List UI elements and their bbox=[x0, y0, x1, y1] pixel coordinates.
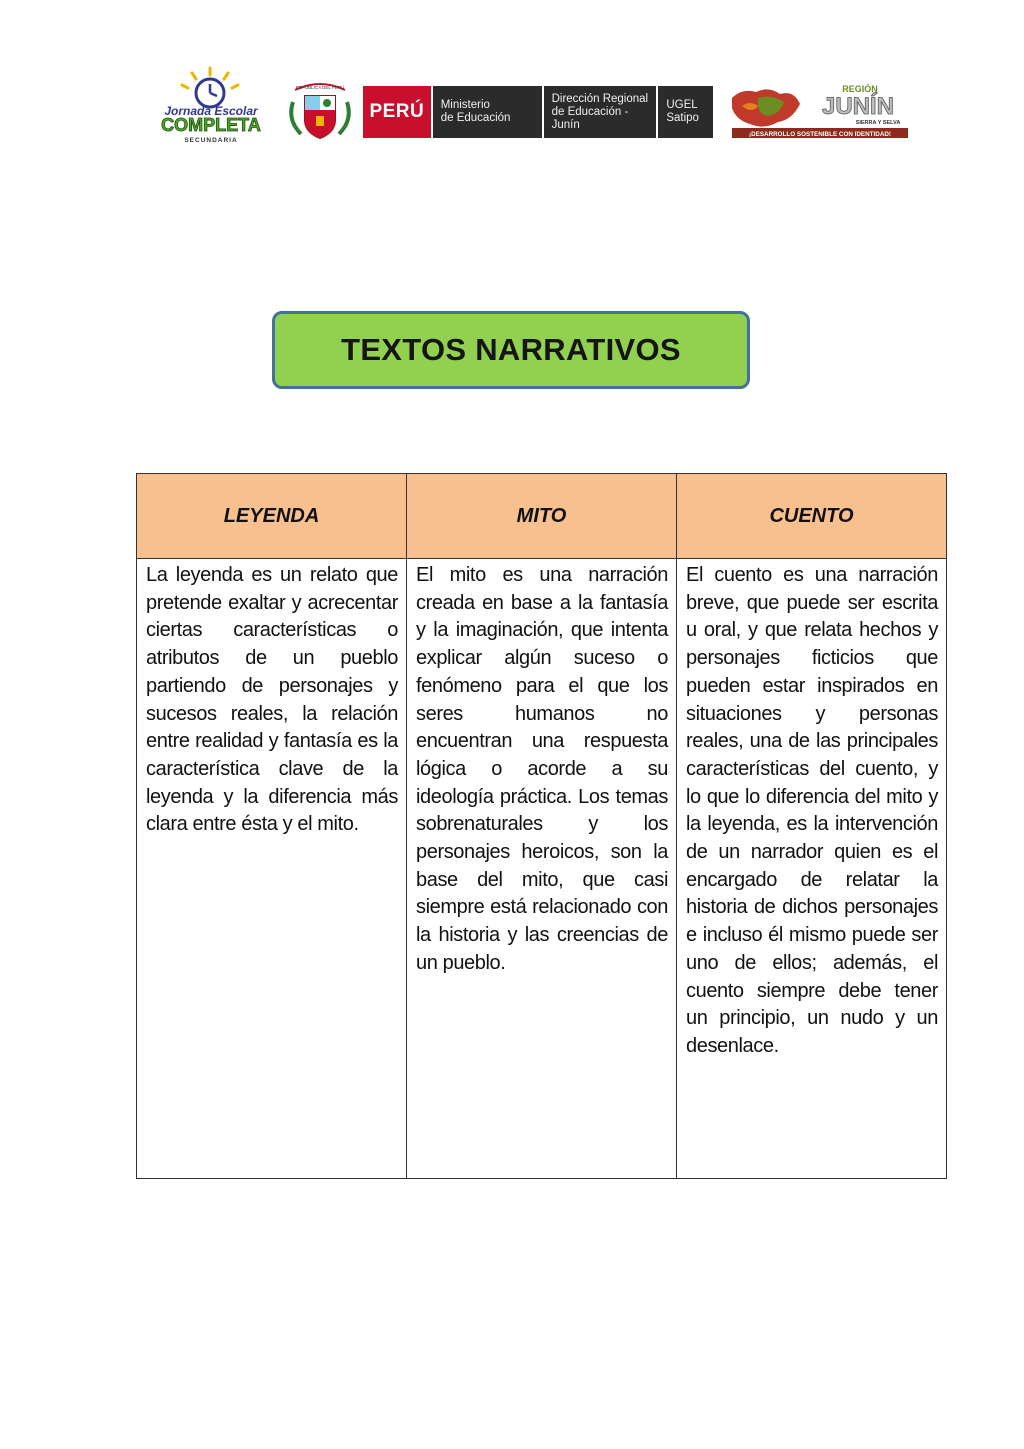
title-banner bbox=[272, 311, 750, 389]
gov-ugel bbox=[656, 86, 713, 138]
junin-logo-motto: ¡DESARROLLO SOSTENIBLE CON IDENTIDAD! bbox=[748, 131, 892, 138]
junin-logo-region: REGIÓN bbox=[842, 84, 878, 94]
cell-cuento-definition: El cuento es una narración breve, que puede ser escrita u oral, y que relata hechos y personajes ficticios que pueden estar inspirados en situaciones y personas reales, una de las principales características del cuento, y lo que lo diferencia del mito y la leyenda, es la intervención de un narrador quien es el encargado de relatar la historia de dichos personajes e incluso él mismo puede ser uno de ellos; además, el cuento siempre debe tener un principio, un nudo y un desenlace. bbox=[677, 559, 947, 1179]
national-shield-icon bbox=[285, 80, 355, 142]
page-title: TEXTOS NARRATIVOS bbox=[341, 332, 681, 367]
gov-ministerio bbox=[431, 86, 542, 138]
gov-dre bbox=[542, 86, 657, 138]
jec-logo-line1: Jornada Escolar bbox=[164, 104, 258, 118]
header-cuento: CUENTO bbox=[677, 474, 947, 559]
narrative-texts-table bbox=[136, 473, 947, 1179]
gov-ministerio-line2: de Educación bbox=[440, 112, 511, 124]
cell-leyenda-definition: La leyenda es un relato que pretende exaltar y acrecentar ciertas características o atributos de un pueblo partiendo de personajes y sucesos reales, la relación entre realidad y fantasía es la característica clave de la leyenda y la diferencia más clara entre ésta y el mito. bbox=[137, 559, 407, 1179]
gov-dre-line1: Dirección Regional bbox=[551, 92, 649, 105]
header-logos bbox=[150, 66, 910, 146]
cell-mito-definition: El mito es una narración creada en base a la fantasía y la imaginación, que intenta explicar algún suceso o fenómeno para el que los seres humanos no encuentran una respuesta lógica o acorde a su ideología práctica. Los temas sobrenaturales y los personajes heroicos, son la base del mito, que casi siempre está relacionado con la historia y las creencias de un pueblo. bbox=[407, 559, 677, 1179]
gov-ministerio-line1: Ministerio bbox=[440, 99, 490, 111]
gov-ugel-line1: UGEL bbox=[666, 99, 698, 111]
table-header-row bbox=[137, 474, 947, 559]
header-mito: MITO bbox=[407, 474, 677, 559]
gov-peru-label: PERÚ bbox=[363, 86, 431, 138]
header-leyenda: LEYENDA bbox=[137, 474, 407, 559]
government-bar bbox=[363, 86, 713, 138]
region-junin-logo bbox=[728, 80, 910, 142]
junin-logo-sub: SIERRA Y SELVA bbox=[855, 120, 901, 126]
gov-dre-line2: de Educación - Junín bbox=[551, 105, 629, 131]
junin-logo-name: JUNÍN bbox=[821, 93, 895, 120]
jec-logo-line2: COMPLETA bbox=[161, 115, 261, 135]
jornada-escolar-completa-logo bbox=[150, 66, 272, 146]
jec-logo-line3: SECUNDARIA bbox=[184, 137, 238, 144]
table-row bbox=[137, 559, 947, 1179]
gov-ugel-line2: Satipo bbox=[666, 112, 699, 124]
shield-caption: REPÚBLICA DEL PERÚ bbox=[295, 85, 345, 90]
